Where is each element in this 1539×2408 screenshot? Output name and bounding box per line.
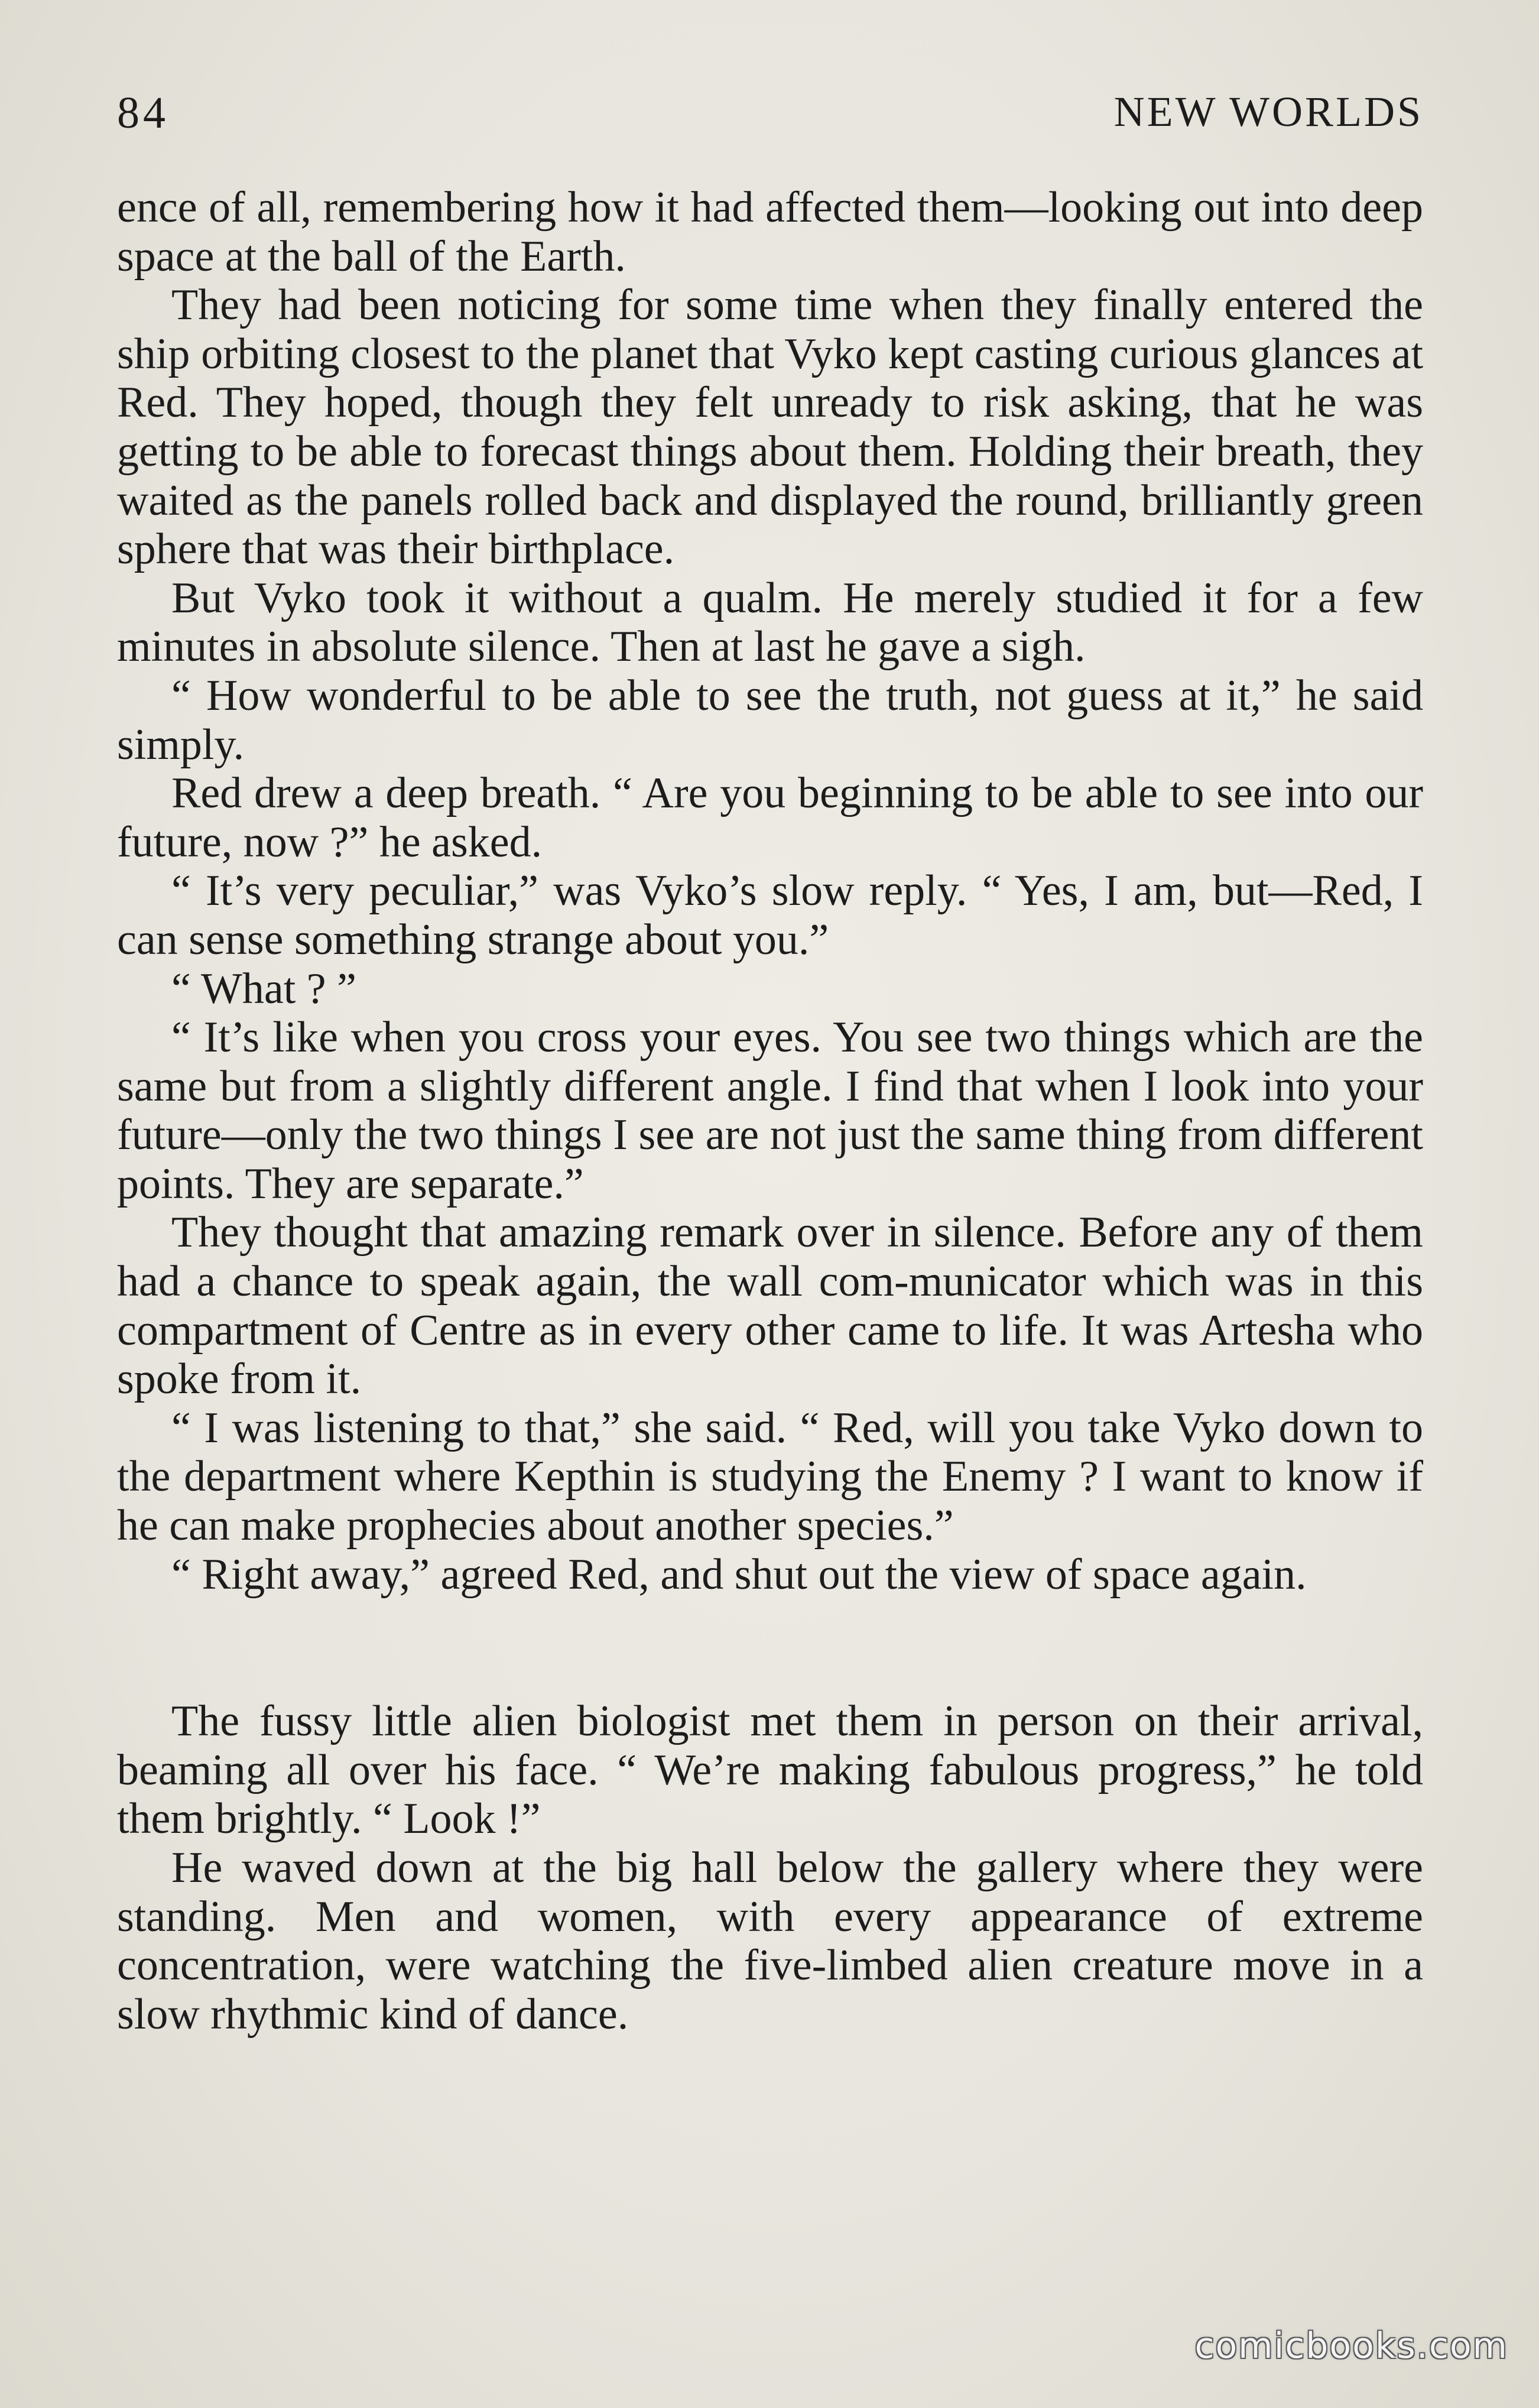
- paragraph: “ What ? ”: [171, 964, 356, 1013]
- paragraph: “ How wonderful to be able to see the truth, not guess at it,” he said simply.: [117, 671, 1423, 769]
- watermark: comicbooks.com: [1194, 2325, 1508, 2367]
- running-head: NEW WORLDS: [1113, 88, 1423, 135]
- page-header: [117, 87, 1423, 147]
- paragraph: They had been noticing for some time when they finally entered the ship orbiting closest to the planet that Vyko kept casting curious glances at Red. They hoped, though they felt unready to risk asking, that he was getting to be able to forecast things about them. Holding their breath, they waited as the panels rolled back and displayed the round, brilliantly green sphere that was their birthplace.: [117, 281, 1423, 574]
- paragraph: Red drew a deep breath. “ Are you beginning to be able to see into our future, now ?” he asked.: [117, 769, 1423, 867]
- page-number: 84: [117, 88, 169, 138]
- paragraph: “ I was listening to that,” she said. “ Red, will you take Vyko down to the department where Kepthin is studying the Enemy ? I want to know if he can make prophecies about another species.”: [117, 1403, 1423, 1550]
- paragraph: The fussy little alien biologist met them in person on their arrival, beaming all over his face. “ We’re making fabulous progress,” he told them brightly. “ Look !”: [117, 1697, 1423, 1844]
- paragraph: “ It’s very peculiar,” was Vyko’s slow reply. “ Yes, I am, but—Red, I can sense something strange about you.”: [117, 867, 1423, 964]
- body-text: [117, 183, 1423, 2039]
- paragraph: ence of all, remembering how it had affected them—looking out into deep space at the ball of the Earth.: [117, 183, 1423, 281]
- paragraph: “ Right away,” agreed Red, and shut out the view of space again.: [171, 1550, 1307, 1599]
- paragraph: They thought that amazing remark over in silence. Before any of them had a chance to speak again, the wall com-municator which was in this compartment of Centre as in every other came to life. It was Artesha who spoke from it.: [117, 1208, 1423, 1404]
- paragraph: He waved down at the big hall below the gallery where they were standing. Men and women, with every appearance of extreme concentration, were watching the five-limbed alien creature move in a slow rhythmic kind of dance.: [117, 1844, 1423, 2039]
- paragraph: “ It’s like when you cross your eyes. You see two things which are the same but from a slightly different angle. I find that when I look into your future—only the two things I see are not just the same thing from different points. They are separate.”: [117, 1013, 1423, 1208]
- paragraph: But Vyko took it without a qualm. He merely studied it for a few minutes in absolute silence. Then at last he gave a sigh.: [117, 573, 1423, 671]
